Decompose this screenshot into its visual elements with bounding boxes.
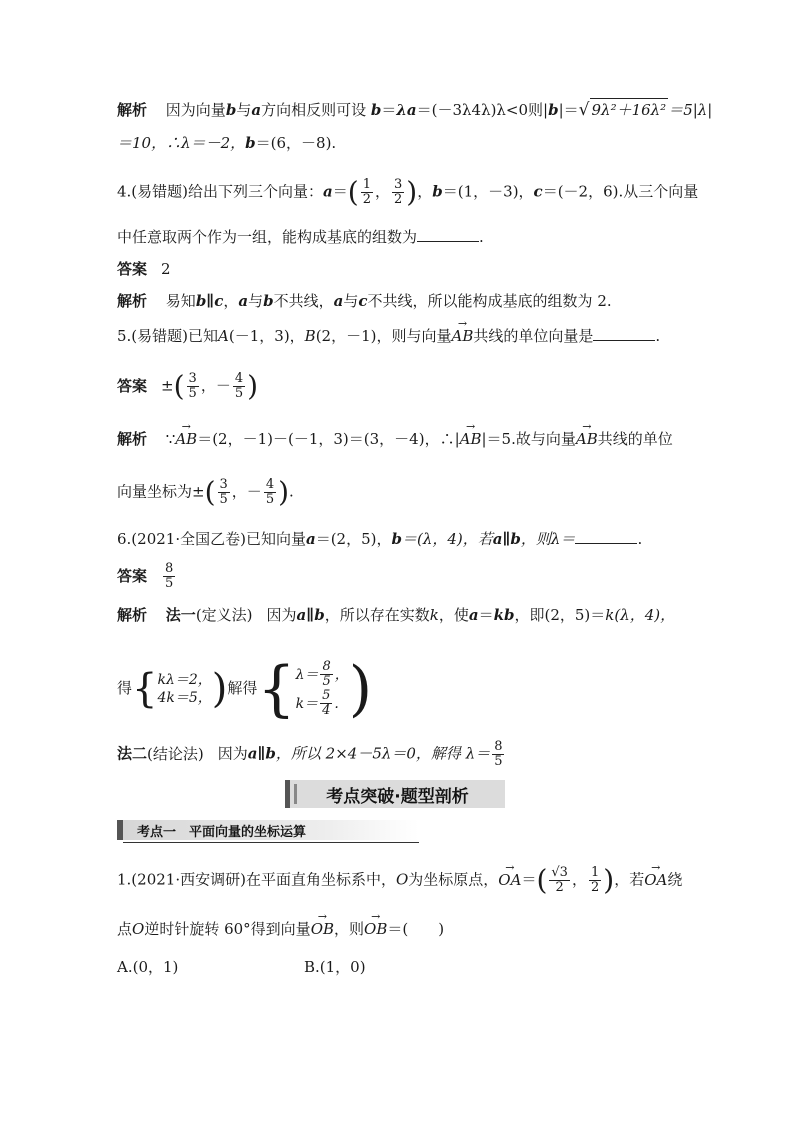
vector-a: a xyxy=(468,606,479,624)
text: 不共线， xyxy=(273,292,334,310)
equation-system-1 xyxy=(157,671,211,707)
point-o: O xyxy=(132,920,145,938)
text: 易知 xyxy=(165,292,196,310)
text: ，－ xyxy=(231,482,262,501)
denominator: 2 xyxy=(362,192,371,207)
vector-a: a xyxy=(333,292,344,310)
point-b: B xyxy=(304,327,316,345)
paren-left: ( xyxy=(347,175,359,209)
option-b-text: B.(1，0) xyxy=(304,958,366,976)
denominator: 5 xyxy=(322,674,331,689)
numerator: 3 xyxy=(394,177,403,192)
vector-oa: → OA xyxy=(498,869,521,891)
denominator: 2 xyxy=(590,880,600,895)
numerator: √3 xyxy=(551,865,568,880)
denominator: 5 xyxy=(188,386,197,401)
text: 点 xyxy=(117,920,133,938)
text: 方向相反则可设 xyxy=(261,101,367,119)
fraction xyxy=(589,866,601,895)
text: 因为向量 xyxy=(165,101,226,119)
question-5-line-1 xyxy=(117,325,660,347)
text: ，即(2，5)＝ xyxy=(514,606,606,624)
expr: a∥b xyxy=(296,606,325,624)
answer-label: 答案 xyxy=(117,566,148,585)
section-title: 考点一 平面向量的坐标运算 xyxy=(137,824,307,840)
vector-ab: → AB xyxy=(460,428,482,450)
vector-a: a xyxy=(323,182,333,201)
equation xyxy=(296,689,349,718)
vector-b: b xyxy=(225,101,237,119)
vector-b: b xyxy=(263,292,274,310)
denominator: 5 xyxy=(494,754,503,769)
text: 与 xyxy=(343,292,359,310)
analysis-label: 解析 xyxy=(117,292,148,310)
vector-oa: → OA xyxy=(644,869,667,891)
answer-6 xyxy=(117,562,177,591)
fraction xyxy=(163,562,175,591)
fraction xyxy=(264,478,276,507)
equation xyxy=(296,660,349,689)
equation: 4k＝5， xyxy=(157,690,212,706)
text: . xyxy=(655,327,661,345)
fraction xyxy=(233,372,245,401)
text: . xyxy=(289,482,294,501)
text: 与 xyxy=(248,292,264,310)
text: ＝ xyxy=(521,870,537,889)
question-4-line-2 xyxy=(117,226,484,248)
vector-b: b xyxy=(548,101,559,119)
text: ＝ xyxy=(478,606,494,624)
text: |＝5.故与向量 xyxy=(481,430,576,448)
text: λ＝ xyxy=(295,666,319,683)
paren-right: ) xyxy=(278,475,290,509)
numerator: 5 xyxy=(322,688,331,703)
vector-b: b xyxy=(432,182,443,201)
text: 不共线，所以能构成基底的组数为 2. xyxy=(367,292,612,310)
text: ，使 xyxy=(438,606,469,624)
question-6-line-1 xyxy=(117,528,642,550)
numerator: 4 xyxy=(234,371,244,386)
paren-right: ) xyxy=(603,863,615,897)
numerator: 4 xyxy=(265,477,275,492)
text: . xyxy=(637,530,643,548)
text: 绕 xyxy=(667,870,683,889)
text: k＝ xyxy=(295,695,319,712)
paren-right: ) xyxy=(406,175,418,209)
text: 解得 xyxy=(227,679,258,697)
numerator: 8 xyxy=(322,659,331,674)
text: ＝(2，－1)－(－1，3)＝(3，－4)，∴| xyxy=(197,430,460,448)
text: 逆时针旋转 60°得到向量 xyxy=(144,920,311,938)
method-tag: (定义法) xyxy=(195,606,253,624)
analysis-6-system xyxy=(117,654,373,724)
expr: a∥b xyxy=(492,530,521,548)
denominator: 2 xyxy=(555,880,564,895)
text: . xyxy=(479,228,484,246)
text: ，若 xyxy=(614,870,645,889)
method-tag: (结论法) xyxy=(147,744,204,763)
brace-right: ) xyxy=(348,654,373,724)
paren-left: ( xyxy=(173,369,185,403)
paren-right: ) xyxy=(247,369,259,403)
vector-b: b xyxy=(391,530,402,548)
var-k: k xyxy=(605,606,615,624)
text: ，则λ＝ xyxy=(520,530,576,548)
denominator: 2 xyxy=(394,192,403,207)
question-4-line-1 xyxy=(117,175,699,209)
text: |＝ xyxy=(558,101,579,119)
analysis-label: 解析 xyxy=(117,430,148,448)
point-o: O xyxy=(395,870,409,889)
denominator: 4 xyxy=(322,703,331,718)
analysis-4 xyxy=(117,290,612,312)
text: (－1，3)， xyxy=(228,327,305,345)
text: ＝( ) xyxy=(387,920,445,938)
brace-left: { xyxy=(132,666,158,712)
analysis-5-line-1 xyxy=(117,428,673,450)
text: ＝5|λ| xyxy=(668,101,713,119)
text: ， xyxy=(334,666,349,683)
text: ＝(1，－3)， xyxy=(442,182,534,201)
text: ＝10，∴λ＝－2， xyxy=(117,134,246,152)
option-a[interactable] xyxy=(117,956,178,977)
text: 与 xyxy=(236,101,252,119)
text: ＝(λ，4)，若 xyxy=(402,530,493,548)
answer-blank xyxy=(417,227,479,242)
analysis-6-method-2 xyxy=(117,740,506,769)
fraction xyxy=(392,178,404,207)
var-k: k xyxy=(429,606,439,624)
analysis-6-method-1 xyxy=(117,604,675,626)
vector-ab: → AB xyxy=(452,325,474,347)
expr: a∥b xyxy=(247,744,276,763)
text: 得 xyxy=(117,679,133,697)
numerator: 3 xyxy=(188,371,197,386)
equation: kλ＝2， xyxy=(157,672,212,688)
denominator: 5 xyxy=(219,492,228,507)
numerator: 1 xyxy=(362,177,371,192)
text: ＝(2，5)， xyxy=(315,530,392,548)
fraction xyxy=(361,178,373,207)
text: . xyxy=(334,695,339,712)
text: 向量坐标为± xyxy=(117,482,205,501)
vector-b: b xyxy=(245,134,256,152)
text: ，－ xyxy=(200,376,231,395)
numerator: 8 xyxy=(494,739,503,754)
fraction xyxy=(187,372,199,401)
vector-a: a xyxy=(238,292,249,310)
sqrt-sign: √ xyxy=(578,100,590,120)
fraction xyxy=(218,478,230,507)
expr: b∥c xyxy=(195,292,224,310)
banner-text: 考点突破·题型剖析 xyxy=(326,786,469,807)
text: ，所以 2×4－5λ＝0，解得 λ＝ xyxy=(275,744,491,763)
analysis-label: 解析 xyxy=(117,606,148,624)
answer-label: 答案 xyxy=(117,376,148,395)
paren-left: ( xyxy=(204,475,216,509)
option-a-text: A.(0，1) xyxy=(117,958,179,976)
text: ＝(6，－8). xyxy=(255,134,337,152)
point-a: A xyxy=(218,327,229,345)
answer-blank xyxy=(575,529,637,544)
text: 共线的单位 xyxy=(597,430,673,448)
vector-c: c xyxy=(533,182,543,201)
fraction xyxy=(320,689,332,718)
text: 因为 xyxy=(266,606,297,624)
question-lead: 5.(易错题)已知 xyxy=(117,327,219,345)
section-header xyxy=(117,820,419,840)
fraction xyxy=(549,866,570,895)
question-1-line-1 xyxy=(117,863,683,897)
text: ± xyxy=(161,376,174,395)
vector-ab: → AB xyxy=(576,428,598,450)
brace-left: { xyxy=(257,654,296,724)
numerator: 1 xyxy=(590,865,600,880)
analysis-5-line-2 xyxy=(117,475,294,509)
answer-label: 答案 xyxy=(117,260,148,278)
text: 因为 xyxy=(217,744,248,763)
denominator: 5 xyxy=(265,492,275,507)
question-1-line-2 xyxy=(117,918,444,940)
text: ∵ xyxy=(165,430,176,448)
text: ，所以存在实数 xyxy=(324,606,430,624)
text: (λ，4)， xyxy=(614,606,676,624)
equation-system-2 xyxy=(296,660,349,718)
text: ， xyxy=(417,182,433,201)
answer-5 xyxy=(117,369,259,403)
numerator: 3 xyxy=(219,477,228,492)
question-lead: 6.(2021·全国乙卷)已知向量 xyxy=(117,530,306,548)
vector-a: a xyxy=(251,101,262,119)
vector-ob: → OB xyxy=(364,918,387,940)
sqrt-content: 9λ²＋16λ² xyxy=(590,98,669,121)
fraction xyxy=(492,740,504,769)
text: (2，－1)，则与向量 xyxy=(315,327,452,345)
text: ， xyxy=(375,182,391,201)
answer-4 xyxy=(117,258,171,280)
option-b[interactable] xyxy=(304,956,366,977)
text: ， xyxy=(571,870,587,889)
paren-left: ( xyxy=(536,863,548,897)
text: 为坐标原点， xyxy=(408,870,499,889)
expr: kb xyxy=(493,606,515,624)
answer-blank xyxy=(593,326,655,341)
denominator: 5 xyxy=(234,386,244,401)
analysis-label: 解析 xyxy=(117,101,148,119)
expr: λa xyxy=(396,101,417,119)
answer-value: 2 xyxy=(161,260,171,278)
vector-b: b xyxy=(370,101,382,119)
vector-a: a xyxy=(305,530,316,548)
question-lead: 4.(易错题)给出下列三个向量： xyxy=(117,182,324,201)
text: ＝(－3λ4λ)λ<0则| xyxy=(416,101,549,119)
text: ＝ xyxy=(332,182,348,201)
text: 共线的单位向量是 xyxy=(473,327,594,345)
text: ＝(－2，6).从三个向量 xyxy=(542,182,699,201)
analysis-line-1 xyxy=(117,98,712,121)
chapter-banner xyxy=(285,780,505,808)
analysis-line-2 xyxy=(117,132,336,154)
numerator: 8 xyxy=(165,561,174,576)
text: 中任意取两个作为一组，能构成基底的组数为 xyxy=(117,228,418,246)
denominator: 5 xyxy=(165,576,174,591)
vector-ob: → OB xyxy=(311,918,334,940)
text: ， xyxy=(223,292,239,310)
method-title: 法二 xyxy=(117,744,148,763)
vector-c: c xyxy=(358,292,368,310)
question-lead: 1.(2021·西安调研)在平面直角坐标系中， xyxy=(117,870,396,889)
method-title: 法一 xyxy=(165,606,196,624)
vector-ab: → AB xyxy=(175,428,197,450)
fraction xyxy=(320,660,332,689)
brace-right: ) xyxy=(211,666,228,712)
text: ＝ xyxy=(381,101,397,119)
text: ，则 xyxy=(334,920,365,938)
